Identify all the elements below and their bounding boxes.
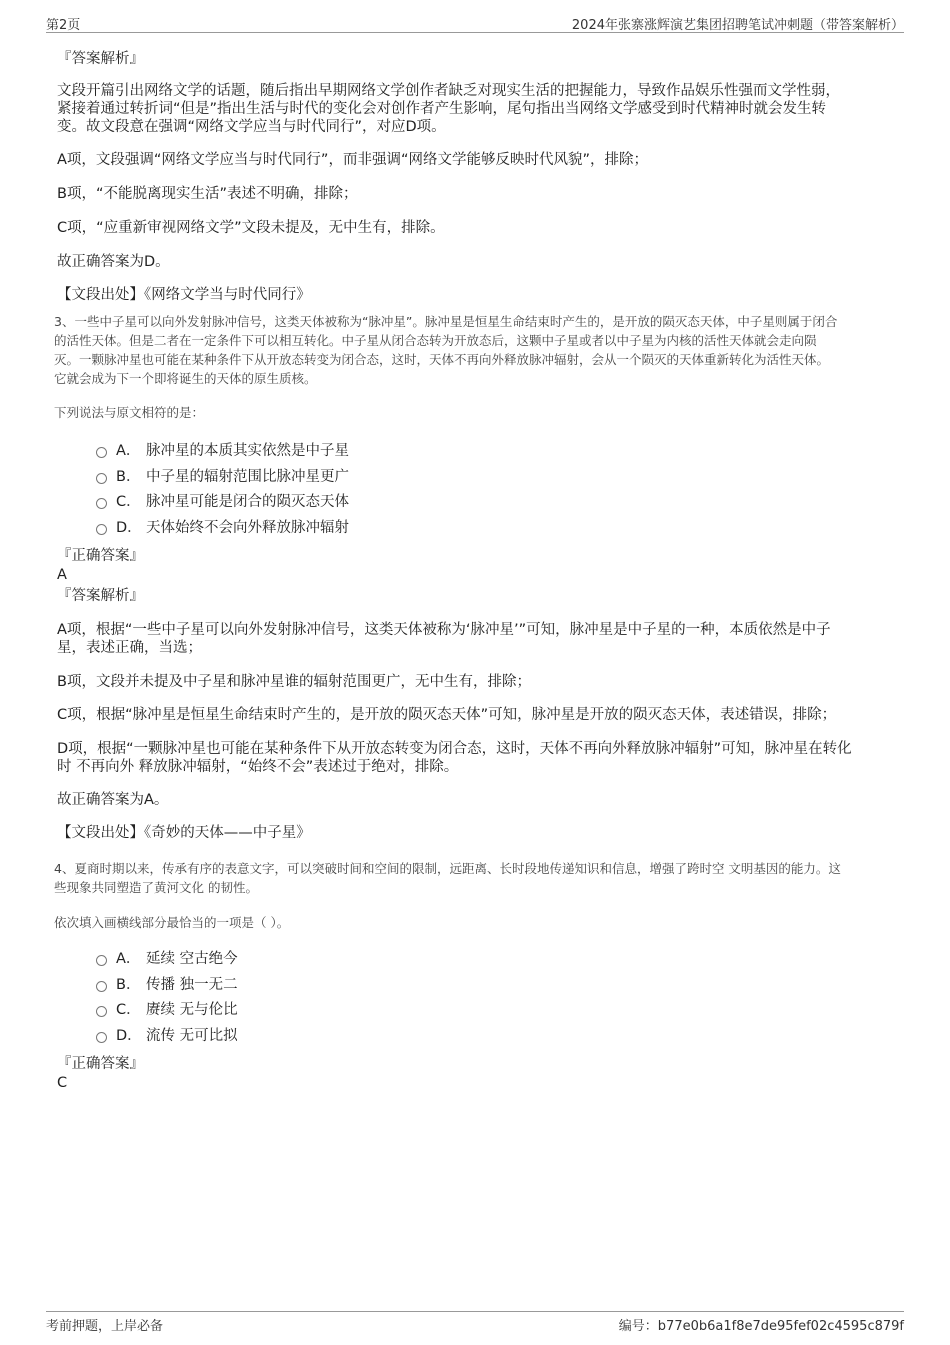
answer-label: 『正确答案』: [57, 548, 144, 564]
document-title: 2024年张寨涨辉演艺集团招聘笔试冲刺题（带答案解析）: [571, 18, 904, 33]
analysis-line: 文段开篇引出网络文学的话题，随后指出早期网络文学创作者缺乏对现实生活的把握能力，导致作品娱乐性强而文学性弱，: [57, 83, 840, 99]
radio-icon[interactable]: [96, 981, 107, 992]
radio-icon[interactable]: [96, 498, 107, 509]
document-code: 编号：b77e0b6a1f8e7de95fef02c4595c879f: [618, 1319, 904, 1334]
option-a[interactable]: A． 脉冲星的本质其实依然是中子星: [96, 442, 349, 460]
question-text: 4、夏商时期以来，传承有序的表意文字，可以突破时间和空间的限制，远距离、长时段地传递知识和信息，增强了跨时空 文明基因的能力。这: [54, 861, 841, 876]
option-c[interactable]: C． 赓续 无与伦比: [96, 1001, 238, 1019]
option-a[interactable]: A． 延续 空古绝今: [96, 950, 238, 968]
question-text: 3、一些中子星可以向外发射脉冲信号，这类天体被称为“脉冲星”。脉冲星是恒星生命结束时产生的，是开放的陨灭态天体，中子星则属于闭合: [54, 314, 838, 329]
analysis-option-c: C项，根据“脉冲星是恒星生命结束时产生的，是开放的陨灭态天体”可知，脉冲星是开放的陨灭态天体，表述错误，排除；: [57, 707, 837, 723]
analysis-line: 紧接着通过转折词“但是”指出生活与时代的变化会对创作者产生影响，尾句指出当网络文学感受到时代精神时就会发生转: [57, 101, 827, 117]
analysis-label: 『答案解析』: [57, 51, 144, 67]
conclusion: 故正确答案为A。: [57, 792, 169, 808]
page-header: [46, 14, 904, 33]
analysis-option-a: 星，表述正确，当选；: [57, 640, 202, 656]
analysis-option-a: A项，根据“一些中子星可以向外发射脉冲信号，这类天体被称为‘脉冲星’”可知，脉冲星是中子星的一种，本质依然是中子: [57, 622, 831, 638]
page-footer: [46, 1311, 904, 1337]
question-text: 的活性天体。但是二者在一定条件下可以相互转化。中子星从闭合态转为开放态后，这颗中子星或者以中子星为内核的活性天体就会走向陨: [54, 333, 817, 348]
radio-icon[interactable]: [96, 955, 107, 966]
source: 【文段出处】《网络文学当与时代同行》: [57, 287, 311, 303]
option-c[interactable]: C． 脉冲星可能是闭合的陨灭态天体: [96, 493, 349, 511]
question-text: 些现象共同塑造了黄河文化 的韧性。: [54, 880, 258, 895]
question-text: 它就会成为下一个即将诞生的天体的原生质核。: [54, 371, 317, 386]
analysis-option-d: 时 不再向外 释放脉冲辐射，“始终不会”表述过于绝对，排除。: [57, 759, 459, 775]
radio-icon[interactable]: [96, 473, 107, 484]
option-d[interactable]: D． 天体始终不会向外释放脉冲辐射: [96, 519, 349, 537]
question-prompt: 下列说法与原文相符的是：: [54, 405, 205, 420]
answer: A: [57, 567, 67, 583]
footer-slogan: 考前押题，上岸必备: [46, 1319, 164, 1334]
conclusion: 故正确答案为D。: [57, 254, 170, 270]
question-prompt: 依次填入画横线部分最恰当的一项是（ ）。: [54, 915, 290, 930]
analysis-option-d: D项，根据“一颗脉冲星也可能在某种条件下从开放态转变为闭合态，这时，天体不再向外释放脉冲辐射”可知，脉冲星在转化: [57, 741, 852, 757]
option-b[interactable]: B． 中子星的辐射范围比脉冲星更广: [96, 468, 349, 486]
answer-label: 『正确答案』: [57, 1056, 144, 1072]
option-b[interactable]: B． 传播 独一无二: [96, 976, 238, 994]
option-d[interactable]: D． 流传 无可比拟: [96, 1027, 238, 1045]
question-text: 灭。一颗脉冲星也可能在某种条件下从开放态转变为闭合态，这时，天体不再向外释放脉冲辐射，会从一个陨灭的天体重新转化为活性天体。: [54, 352, 830, 367]
radio-icon[interactable]: [96, 447, 107, 458]
analysis-option-c: C项，“应重新审视网络文学”文段未提及，无中生有，排除。: [57, 220, 445, 236]
radio-icon[interactable]: [96, 524, 107, 535]
page-number: 第2页: [46, 18, 81, 33]
analysis-line: 变。故文段意在强调“网络文学应当与时代同行”，对应D项。: [57, 119, 446, 135]
analysis-label: 『答案解析』: [57, 588, 144, 604]
analysis-option-b: B项，文段并未提及中子星和脉冲星谁的辐射范围更广，无中生有，排除；: [57, 674, 531, 690]
analysis-option-b: B项，“不能脱离现实生活”表述不明确，排除；: [57, 186, 358, 202]
source: 【文段出处】《奇妙的天体——中子星》: [57, 825, 311, 841]
radio-icon[interactable]: [96, 1032, 107, 1043]
answer: C: [57, 1075, 68, 1091]
analysis-option-a: A项，文段强调“网络文学应当与时代同行”，而非强调“网络文学能够反映时代风貌”，排除；: [57, 152, 648, 168]
radio-icon[interactable]: [96, 1006, 107, 1017]
